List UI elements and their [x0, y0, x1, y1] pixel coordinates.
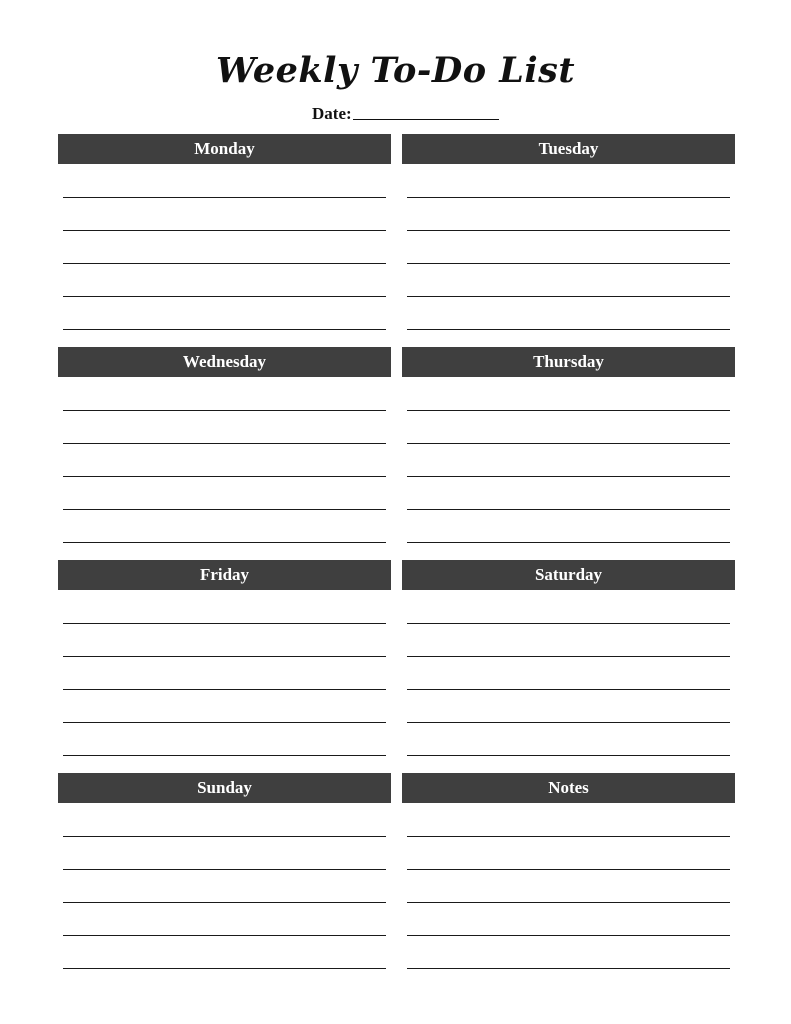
writing-line[interactable] [407, 410, 730, 411]
writing-line[interactable] [63, 542, 386, 543]
writing-line[interactable] [63, 968, 386, 969]
writing-line[interactable] [63, 197, 386, 198]
writing-lines [407, 164, 730, 330]
writing-line[interactable] [63, 509, 386, 510]
weekly-grid [58, 134, 735, 969]
section-header-saturday: Saturday [402, 560, 735, 590]
writing-line[interactable] [407, 755, 730, 756]
date-field [312, 100, 499, 124]
writing-line[interactable] [63, 443, 386, 444]
section-tuesday [402, 134, 735, 330]
writing-lines [407, 803, 730, 969]
writing-lines [63, 164, 386, 330]
section-wednesday [58, 347, 391, 543]
section-header-wednesday: Wednesday [58, 347, 391, 377]
writing-line[interactable] [407, 902, 730, 903]
section-thursday [402, 347, 735, 543]
writing-line[interactable] [407, 296, 730, 297]
section-friday [58, 560, 391, 756]
writing-line[interactable] [63, 476, 386, 477]
writing-line[interactable] [407, 230, 730, 231]
writing-line[interactable] [407, 623, 730, 624]
writing-line[interactable] [407, 329, 730, 330]
writing-line[interactable] [407, 509, 730, 510]
writing-lines [407, 377, 730, 543]
section-notes [402, 773, 735, 969]
writing-line[interactable] [407, 689, 730, 690]
writing-line[interactable] [407, 869, 730, 870]
writing-line[interactable] [63, 623, 386, 624]
writing-line[interactable] [63, 935, 386, 936]
writing-line[interactable] [407, 656, 730, 657]
section-header-notes: Notes [402, 773, 735, 803]
writing-line[interactable] [407, 476, 730, 477]
writing-line[interactable] [407, 968, 730, 969]
writing-line[interactable] [407, 836, 730, 837]
writing-line[interactable] [63, 656, 386, 657]
date-blank-line[interactable] [353, 119, 499, 120]
writing-line[interactable] [63, 722, 386, 723]
section-header-friday: Friday [58, 560, 391, 590]
writing-line[interactable] [63, 689, 386, 690]
writing-lines [63, 590, 386, 756]
writing-lines [63, 803, 386, 969]
writing-line[interactable] [63, 902, 386, 903]
writing-line[interactable] [407, 722, 730, 723]
writing-line[interactable] [63, 230, 386, 231]
writing-line[interactable] [63, 410, 386, 411]
section-header-thursday: Thursday [402, 347, 735, 377]
writing-lines [407, 590, 730, 756]
writing-line[interactable] [407, 542, 730, 543]
section-header-monday: Monday [58, 134, 391, 164]
page-title: Weekly To-Do List [215, 50, 576, 91]
writing-line[interactable] [63, 329, 386, 330]
date-label: Date: [312, 104, 352, 123]
writing-line[interactable] [63, 263, 386, 264]
writing-lines [63, 377, 386, 543]
section-sunday [58, 773, 391, 969]
writing-line[interactable] [407, 935, 730, 936]
writing-line[interactable] [407, 443, 730, 444]
section-header-sunday: Sunday [58, 773, 391, 803]
section-header-tuesday: Tuesday [402, 134, 735, 164]
section-saturday [402, 560, 735, 756]
writing-line[interactable] [407, 197, 730, 198]
writing-line[interactable] [63, 836, 386, 837]
section-monday [58, 134, 391, 330]
writing-line[interactable] [63, 296, 386, 297]
writing-line[interactable] [407, 263, 730, 264]
writing-line[interactable] [63, 755, 386, 756]
writing-line[interactable] [63, 869, 386, 870]
